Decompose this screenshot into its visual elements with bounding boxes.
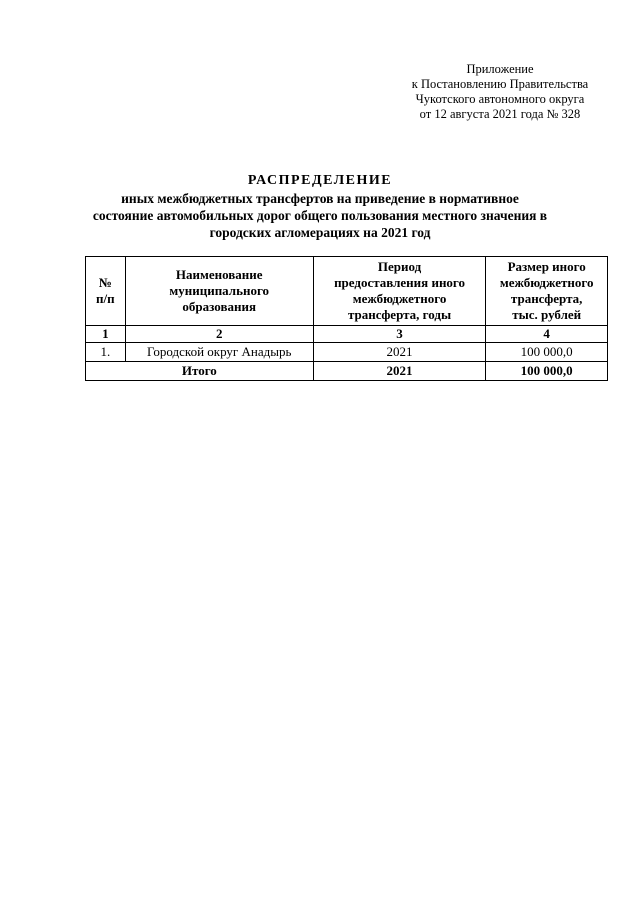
document-subtitle-line: состояние автомобильных дорог общего пользования местного значения в xyxy=(92,208,548,223)
total-label: Итого xyxy=(86,362,314,381)
appendix-line: Приложение xyxy=(466,62,534,76)
header-line: Период xyxy=(377,259,422,274)
total-row xyxy=(86,362,608,381)
column-number: 2 xyxy=(125,326,313,343)
document-heading xyxy=(60,172,580,241)
column-number: 4 xyxy=(486,326,608,343)
table-header-row xyxy=(86,257,608,326)
header-line: Наименование xyxy=(175,267,263,282)
document-subtitle-line: городских агломерациях на 2021 год xyxy=(209,225,431,240)
header-line: п/п xyxy=(96,291,115,306)
header-cell-number xyxy=(86,257,126,326)
document-title: РАСПРЕДЕЛЕНИЕ xyxy=(247,173,393,188)
total-period: 2021 xyxy=(313,362,486,381)
header-line: № xyxy=(98,275,112,290)
column-number: 3 xyxy=(313,326,486,343)
period-value: 2021 xyxy=(313,343,486,362)
document-subtitle-line: иных межбюджетных трансфертов на приведение в нормативное xyxy=(121,191,519,206)
table-row xyxy=(86,343,608,362)
amount-value: 100 000,0 xyxy=(486,343,608,362)
header-line: предоставления иного xyxy=(334,275,466,290)
header-cell-period xyxy=(313,257,486,326)
header-line: межбюджетного xyxy=(352,291,447,306)
appendix-line: от 12 августа 2021 года № 328 xyxy=(419,107,581,121)
column-number: 1 xyxy=(86,326,126,343)
header-line: образования xyxy=(182,299,257,314)
total-amount: 100 000,0 xyxy=(486,362,608,381)
header-cell-amount xyxy=(486,257,608,326)
appendix-block xyxy=(390,62,610,122)
header-line: Размер иного xyxy=(507,259,586,274)
header-line: тыс. рублей xyxy=(512,307,582,322)
header-line: муниципального xyxy=(169,283,270,298)
column-number-row xyxy=(86,326,608,343)
municipality-name: Городской округ Анадырь xyxy=(125,343,313,362)
appendix-line: Чукотского автономного округа xyxy=(415,92,585,106)
header-line: трансферта, годы xyxy=(347,307,452,322)
header-line: трансферта, xyxy=(510,291,583,306)
row-number: 1. xyxy=(86,343,126,362)
header-line: межбюджетного xyxy=(499,275,594,290)
appendix-line: к Постановлению Правительства xyxy=(411,77,589,91)
header-cell-name xyxy=(125,257,313,326)
distribution-table xyxy=(85,256,608,381)
